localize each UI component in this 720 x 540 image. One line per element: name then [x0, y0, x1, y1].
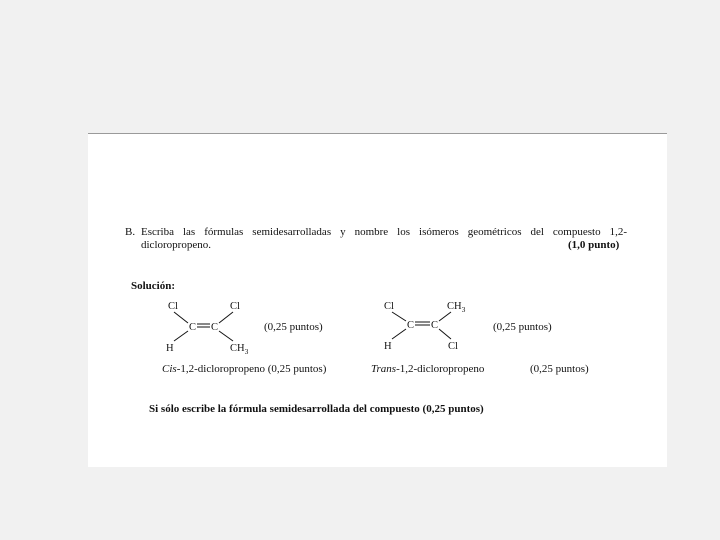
trans-atom-bottom-right: Cl [448, 341, 458, 352]
cis-atom-c2: C [211, 322, 219, 333]
question-text-line2: dicloropropeno. [141, 239, 211, 251]
cis-bond-bottom-right [219, 331, 233, 341]
question-text-line1: Escriba las fórmulas semidesarrolladas y nombre los isómeros geométricos del compuesto 1,2- [141, 226, 627, 238]
cis-points: (0,25 puntos) [264, 321, 323, 333]
cis-bond-top-right [219, 312, 233, 323]
cis-structure [158, 296, 258, 356]
trans-bond-top-right [439, 312, 451, 321]
cis-name-rest: -1,2-dicloropropeno (0,25 puntos) [176, 363, 327, 375]
trans-name [371, 363, 484, 376]
trans-name-points: (0,25 puntos) [530, 363, 589, 375]
cis-name-prefix: Cis [162, 363, 177, 375]
trans-atom-c2: C [431, 320, 439, 331]
cis-atom-top-left: Cl [168, 301, 178, 312]
cis-bond-bottom-left [174, 331, 188, 341]
cis-atom-c1: C [189, 322, 197, 333]
question-label: B. [125, 226, 136, 238]
cis-atom-top-right: Cl [230, 301, 240, 312]
solution-heading: Solución: [131, 280, 176, 292]
document-page [88, 133, 667, 467]
cis-name [162, 363, 326, 376]
trans-atom-top-right: $CH_3$ [447, 301, 466, 314]
trans-bond-bottom-right [439, 329, 451, 339]
question-points: (1,0 punto) [568, 239, 620, 251]
cis-atom-bottom-left: H [166, 343, 174, 354]
trans-atom-c1: C [407, 320, 415, 331]
cis-bond-top-left [174, 312, 188, 323]
trans-atom-top-left: Cl [384, 301, 394, 312]
partial-credit-note: Si sólo escribe la fórmula semidesarrollada del compuesto (0,25 puntos) [149, 403, 484, 415]
trans-bond-bottom-left [392, 329, 406, 339]
trans-structure [374, 296, 484, 356]
trans-bond-top-left [392, 312, 406, 321]
trans-points: (0,25 puntos) [493, 321, 552, 333]
trans-atom-bottom-left: H [384, 341, 392, 352]
cis-atom-bottom-right: $CH_3$ [230, 343, 249, 356]
trans-name-rest: -1,2-dicloropropeno [396, 363, 485, 375]
trans-name-prefix: Trans [371, 363, 397, 375]
